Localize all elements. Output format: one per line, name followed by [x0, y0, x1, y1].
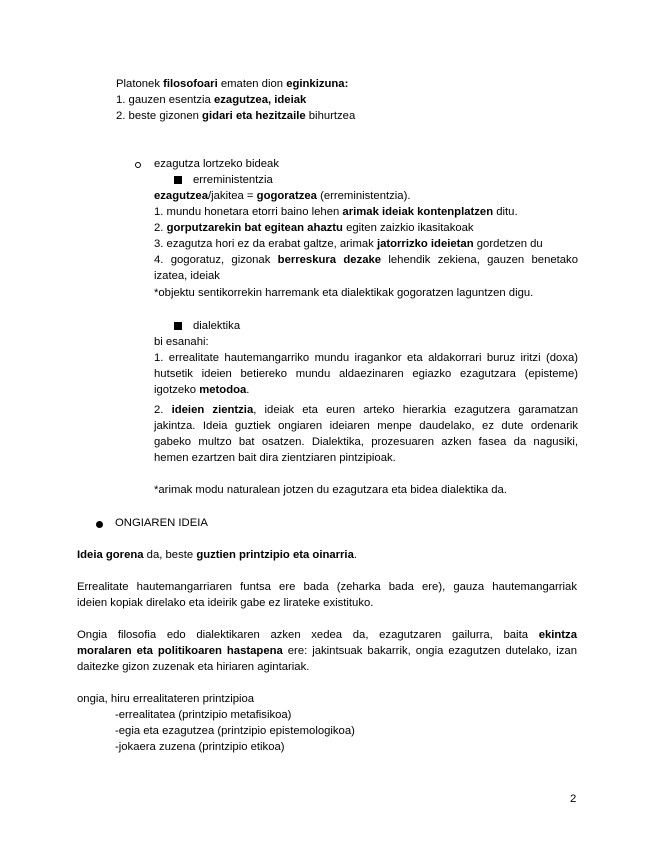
- erreministentzia-point-4-cont: izatea, ideiak: [154, 270, 220, 282]
- square-bullet-icon: [174, 322, 182, 330]
- ongia-heading: ONGIAREN IDEIA: [115, 517, 208, 529]
- dialektika-p2-line-4: hemen ezartzen bait dira zientziaren pintzipioak.: [154, 452, 396, 464]
- dialektika-subheading: bi esanahi:: [154, 336, 209, 348]
- intro-item-2: 2. beste gizonen gidari eta hezitzaile bihurtzea: [116, 110, 356, 122]
- dialektika-p1-line-2: hutsetik ideien betiereko mundu aldaezinaren egiazko ezagutzara (episteme): [154, 368, 578, 380]
- dot-bullet-icon: [96, 521, 103, 528]
- ongia-p3-line-2: moralaren eta politikoaren hastapena ere: jakintsuak bakarrik, ongia ezagutzen dutelako, izan: [77, 645, 577, 657]
- ongia-p2-line-1: Errealitate hautemangarriaren funtsa ere bada (zeharka bada ere), gauza hautemangarriak: [77, 581, 577, 593]
- dialektika-p1-line-1: 1. errealitate hautemangarriko mundu iragankor eta aldakorrari buruz iritzi (doxa): [154, 352, 578, 364]
- erreministentzia-point-3: 3. ezagutza hori ez da erabat galtze, arimak jatorrizko ideietan gordetzen du: [154, 238, 543, 250]
- bideak-heading: ezagutza lortzeko bideak: [154, 158, 279, 170]
- dialektika-p2-line-1: 2. ideien zientzia, ideiak eta euren arteko hierarkia ezagutzera garamatzan: [154, 404, 578, 416]
- ongia-list-item: -jokaera zuzena (printzipio etikoa): [115, 741, 285, 753]
- page-number: 2: [570, 793, 577, 805]
- erreministentzia-point-4: 4. gogoratuz, gizonak berreskura dezake lehendik zekiena, gauzen benetako: [154, 254, 578, 266]
- erreministentzia-point-1: 1. mundu honetara etorri baino lehen arimak ideiak kontenplatzen ditu.: [154, 206, 518, 218]
- dialektika-p2-line-2: jakintza. Ideia guztiek ongiaren ideiaren menpe daudelako, ez dute ordenarik: [154, 420, 578, 432]
- ongia-p3-line-1: Ongia filosofia edo dialektikaren azken xedea da, ezagutzaren gailurra, baita ekintza: [77, 629, 577, 641]
- ongia-paragraph-1: Ideia gorena da, beste guztien printzipio eta oinarria.: [77, 549, 357, 561]
- ongia-list-item: -egia eta ezagutzea (printzipio epistemologikoa): [115, 725, 355, 737]
- ongia-p2-line-2: ideien kopiak direlako eta ideirik gabe ez lirateke existituko.: [77, 597, 374, 609]
- erreministentzia-heading: erreministentzia: [193, 174, 273, 186]
- square-bullet-icon: [174, 176, 182, 184]
- intro-title: Platonek filosofoari ematen dion eginkizuna:: [116, 78, 349, 90]
- dialektika-p2-line-3: gabeko multzo bat osatzen. Dialektika, prozesuaren azken fasea da nagusiki,: [154, 436, 578, 448]
- circle-bullet-icon: [135, 162, 141, 168]
- ongia-p3-line-3: daitezke gizon zuzenak eta hiriaren agintariak.: [77, 661, 310, 673]
- erreministentzia-point-2: 2. gorputzarekin bat egitean ahaztu egiten zaizkio ikasitakoak: [154, 222, 474, 234]
- dialektika-p1-line-3: igotzeko metodoa.: [154, 384, 250, 396]
- erreministentzia-definition: ezagutzea/jakitea = gogoratzea (erreministentzia).: [154, 190, 411, 202]
- intro-item-1: 1. gauzen esentzia ezagutzea, ideiak: [116, 94, 307, 106]
- ongia-list-item: -errealitatea (printzipio metafisikoa): [115, 709, 292, 721]
- erreministentzia-note: *objektu sentikorrekin harremank eta dialektikak gogoratzen laguntzen digu.: [154, 287, 534, 299]
- dialektika-note: *arimak modu naturalean jotzen du ezagutzara eta bidea dialektika da.: [154, 484, 507, 496]
- ongia-list-heading: ongia, hiru errealitateren printzipioa: [77, 693, 255, 705]
- dialektika-heading: dialektika: [193, 320, 241, 332]
